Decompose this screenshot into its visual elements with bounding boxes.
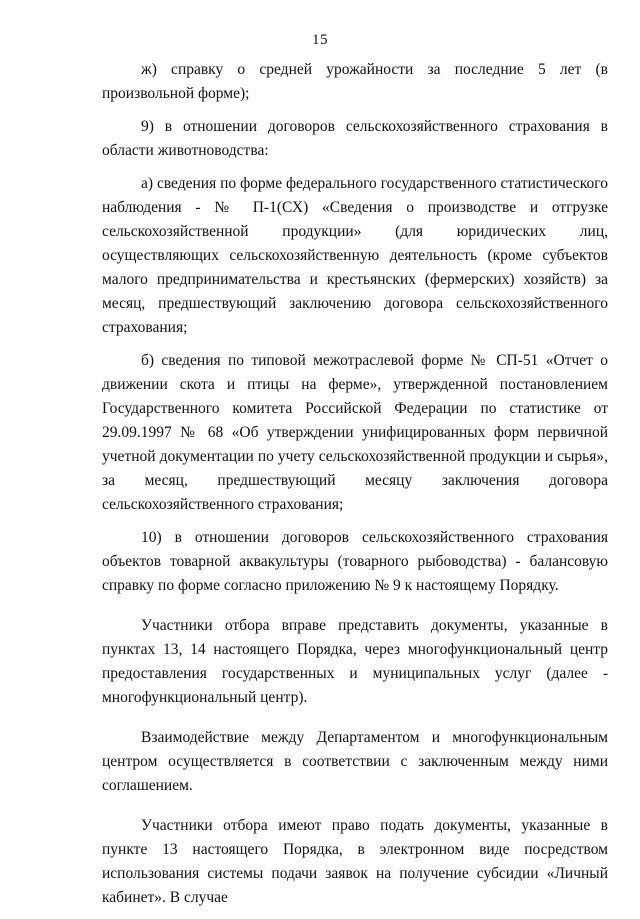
paragraph-electronic-submission: Участники отбора имеют право подать документы, указанные в пункте 13 настоящего Порядка, в электронном виде посредством использования системы подачи заявок на получение субсидии «Личный кабинет». В случае — [102, 817, 608, 906]
page-number: 15 — [312, 32, 328, 48]
paragraph-mfc-agreement: Взаимодействие между Департаментом и многофункциональным центром осуществляется в соответствии с заключенным между ними соглашением. — [102, 729, 608, 794]
paragraph-mfc-submission: Участники отбора вправе представить документы, указанные в пунктах 13, 14 настоящего Порядка, через многофункциональный центр предоставления государственных и муниципальных услуг (далее - многофункциональный центр). — [102, 617, 608, 706]
paragraph-10-aquaculture: 10) в отношении договоров сельскохозяйственного страхования объектов товарной аквакультуры (товарного рыбоводства) - балансовую справку по форме согласно приложению № 9 к настоящему Порядку. — [102, 529, 608, 594]
page-body — [102, 58, 608, 919]
paragraph-a-form-p1: а) сведения по форме федерального государственного статистического наблюдения - № П-1(СХ) «Сведения о производстве и отгрузке сельскохозяйственной продукции» (для юридических лиц, осуществляющих сельскохозяйственную деятельность (кроме субъектов малого предпринимательства и крестьянских (фермерских) хозяйств) за месяц, предшествующий заключению договора сельскохозяйственного страхования; — [102, 175, 608, 336]
paragraph-9-livestock-insurance: 9) в отношении договоров сельскохозяйственного страхования в области животноводства: — [102, 118, 608, 159]
paragraph-zh-yield-certificate: ж) справку о средней урожайности за последние 5 лет (в произвольной форме); — [102, 61, 608, 102]
paragraph-b-form-sp51: б) сведения по типовой межотраслевой форме № СП-51 «Отчет о движении скота и птицы на ферме», утвержденной постановлением Государственного комитета Российской Федерации по статистике от 29.09.1997 № 68 «Об утверждении унифицированных форм первичной учетной документации по учету сельскохозяйственной продукции и сырья», за месяц, предшествующий месяцу заключения договора сельскохозяйственного страхования; — [102, 352, 608, 513]
